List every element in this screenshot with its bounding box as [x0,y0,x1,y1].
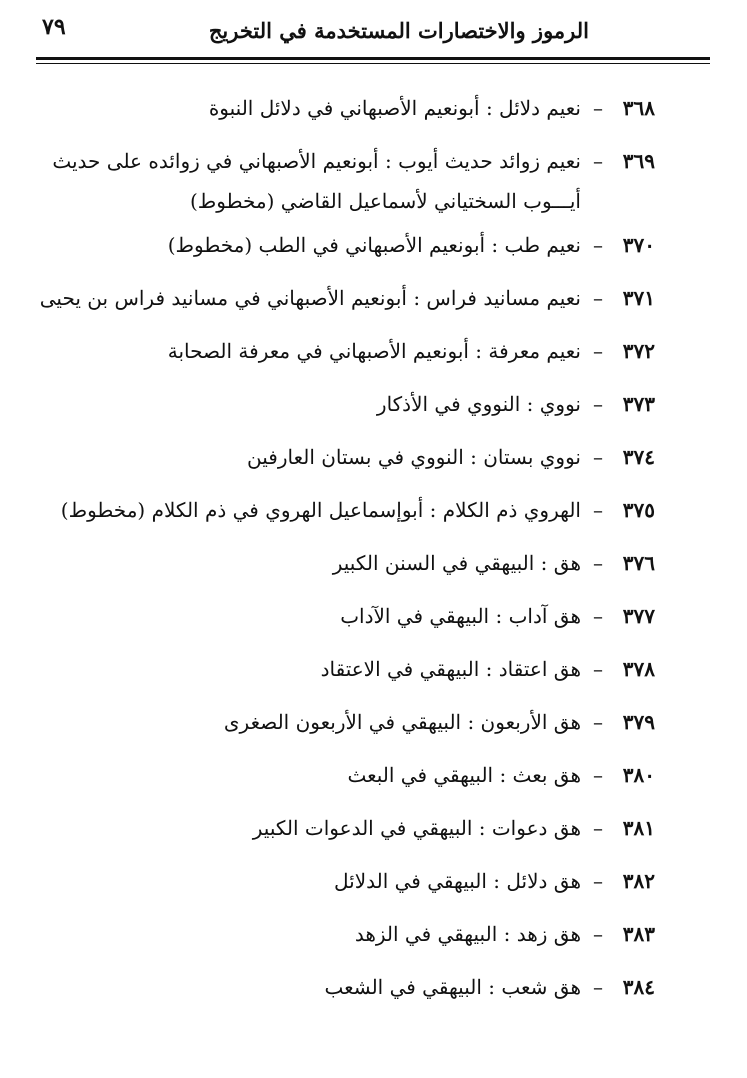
header-rule-thick [36,57,710,60]
entry-text: نووي : النووي في الأذكار [376,392,581,416]
entry-dash: – [593,975,603,999]
entry-number: ٣٧٨ [622,657,655,681]
entry-dash: – [593,149,603,173]
entry-text: هق شعب : البيهقي في الشعب [324,975,581,999]
list-item [35,861,655,914]
list-item [35,141,655,225]
entry-dash: – [593,604,603,628]
list-item [35,384,655,437]
entry-number: ٣٨٤ [622,975,655,999]
entry-text: نووي بستان : النووي في بستان العارفين [247,445,581,469]
entry-text: هق زهد : البيهقي في الزهد [354,922,581,946]
entry-dash: – [593,816,603,840]
entry-dash: – [593,286,603,310]
list-item [35,596,655,649]
entry-dash: – [593,392,603,416]
entry-dash: – [593,763,603,787]
entry-text: نعيم معرفة : أبونعيم الأصبهاني في معرفة الصحابة [167,339,581,363]
abbreviations-list [35,88,655,1020]
entry-dash: – [593,445,603,469]
list-item [35,331,655,384]
header-rule-thin [36,63,710,64]
entry-dash: – [593,657,603,681]
entry-number: ٣٧٠ [622,233,655,257]
entry-text: هق دعوات : البيهقي في الدعوات الكبير [252,816,581,840]
entry-number: ٣٧٢ [622,339,655,363]
entry-text: هق آداب : البيهقي في الآداب [340,604,581,628]
list-item [35,543,655,596]
list-item [35,808,655,861]
entry-number: ٣٧٤ [622,445,655,469]
entry-number: ٣٧٦ [622,551,655,575]
running-header-title: الرموز والاختصارات المستخدمة في التخريج [208,18,589,43]
list-item [35,702,655,755]
entry-text: هق : البيهقي في السنن الكبير [332,551,581,575]
list-item [35,278,655,331]
entry-number: ٣٧٩ [622,710,655,734]
entry-dash: – [593,922,603,946]
entry-number: ٣٧٧ [622,604,655,628]
list-item [35,437,655,490]
entry-dash: – [593,710,603,734]
entry-text: هق اعتقاد : البيهقي في الاعتقاد [320,657,581,681]
entry-text: هق الأربعون : البيهقي في الأربعون الصغرى [223,710,581,734]
entry-dash: – [593,339,603,363]
entry-number: ٣٨٣ [622,922,655,946]
list-item [35,914,655,967]
entry-text: نعيم مسانيد فراس : أبونعيم الأصبهاني في مسانيد فراس بن يحيى [39,286,581,310]
list-item [35,755,655,808]
list-item [35,88,655,141]
entry-text: نعيم طب : أبونعيم الأصبهاني في الطب (مخطوط) [167,233,581,257]
page-number: ٧٩ [42,14,66,40]
entry-text: نعيم دلائل : أبونعيم الأصبهاني في دلائل النبوة [208,96,581,120]
entry-dash: – [593,869,603,893]
list-item [35,649,655,702]
entry-number: ٣٦٩ [622,149,655,173]
entry-number: ٣٧١ [622,286,655,310]
entry-number: ٣٧٣ [622,392,655,416]
entry-text: نعيم زوائد حديث أيوب : أبونعيم الأصبهاني في زوائده على حديث أيـــوب السختياني لأسماعيل القاضي (مخطوط) [52,149,581,213]
entry-text: هق دلائل : البيهقي في الدلائل [333,869,581,893]
entry-number: ٣٨٠ [622,763,655,787]
entry-number: ٣٨١ [622,816,655,840]
entry-dash: – [593,96,603,120]
entry-text: هق بعث : البيهقي في البعث [347,763,581,787]
entry-number: ٣٨٢ [622,869,655,893]
entry-dash: – [593,498,603,522]
entry-number: ٣٦٨ [622,96,655,120]
entry-dash: – [593,551,603,575]
list-item [35,490,655,543]
list-item [35,967,655,1020]
entry-dash: – [593,233,603,257]
list-item [35,225,655,278]
entry-text: الهروي ذم الكلام : أبوإسماعيل الهروي في ذم الكلام (مخطوط) [60,498,581,522]
entry-number: ٣٧٥ [622,498,655,522]
